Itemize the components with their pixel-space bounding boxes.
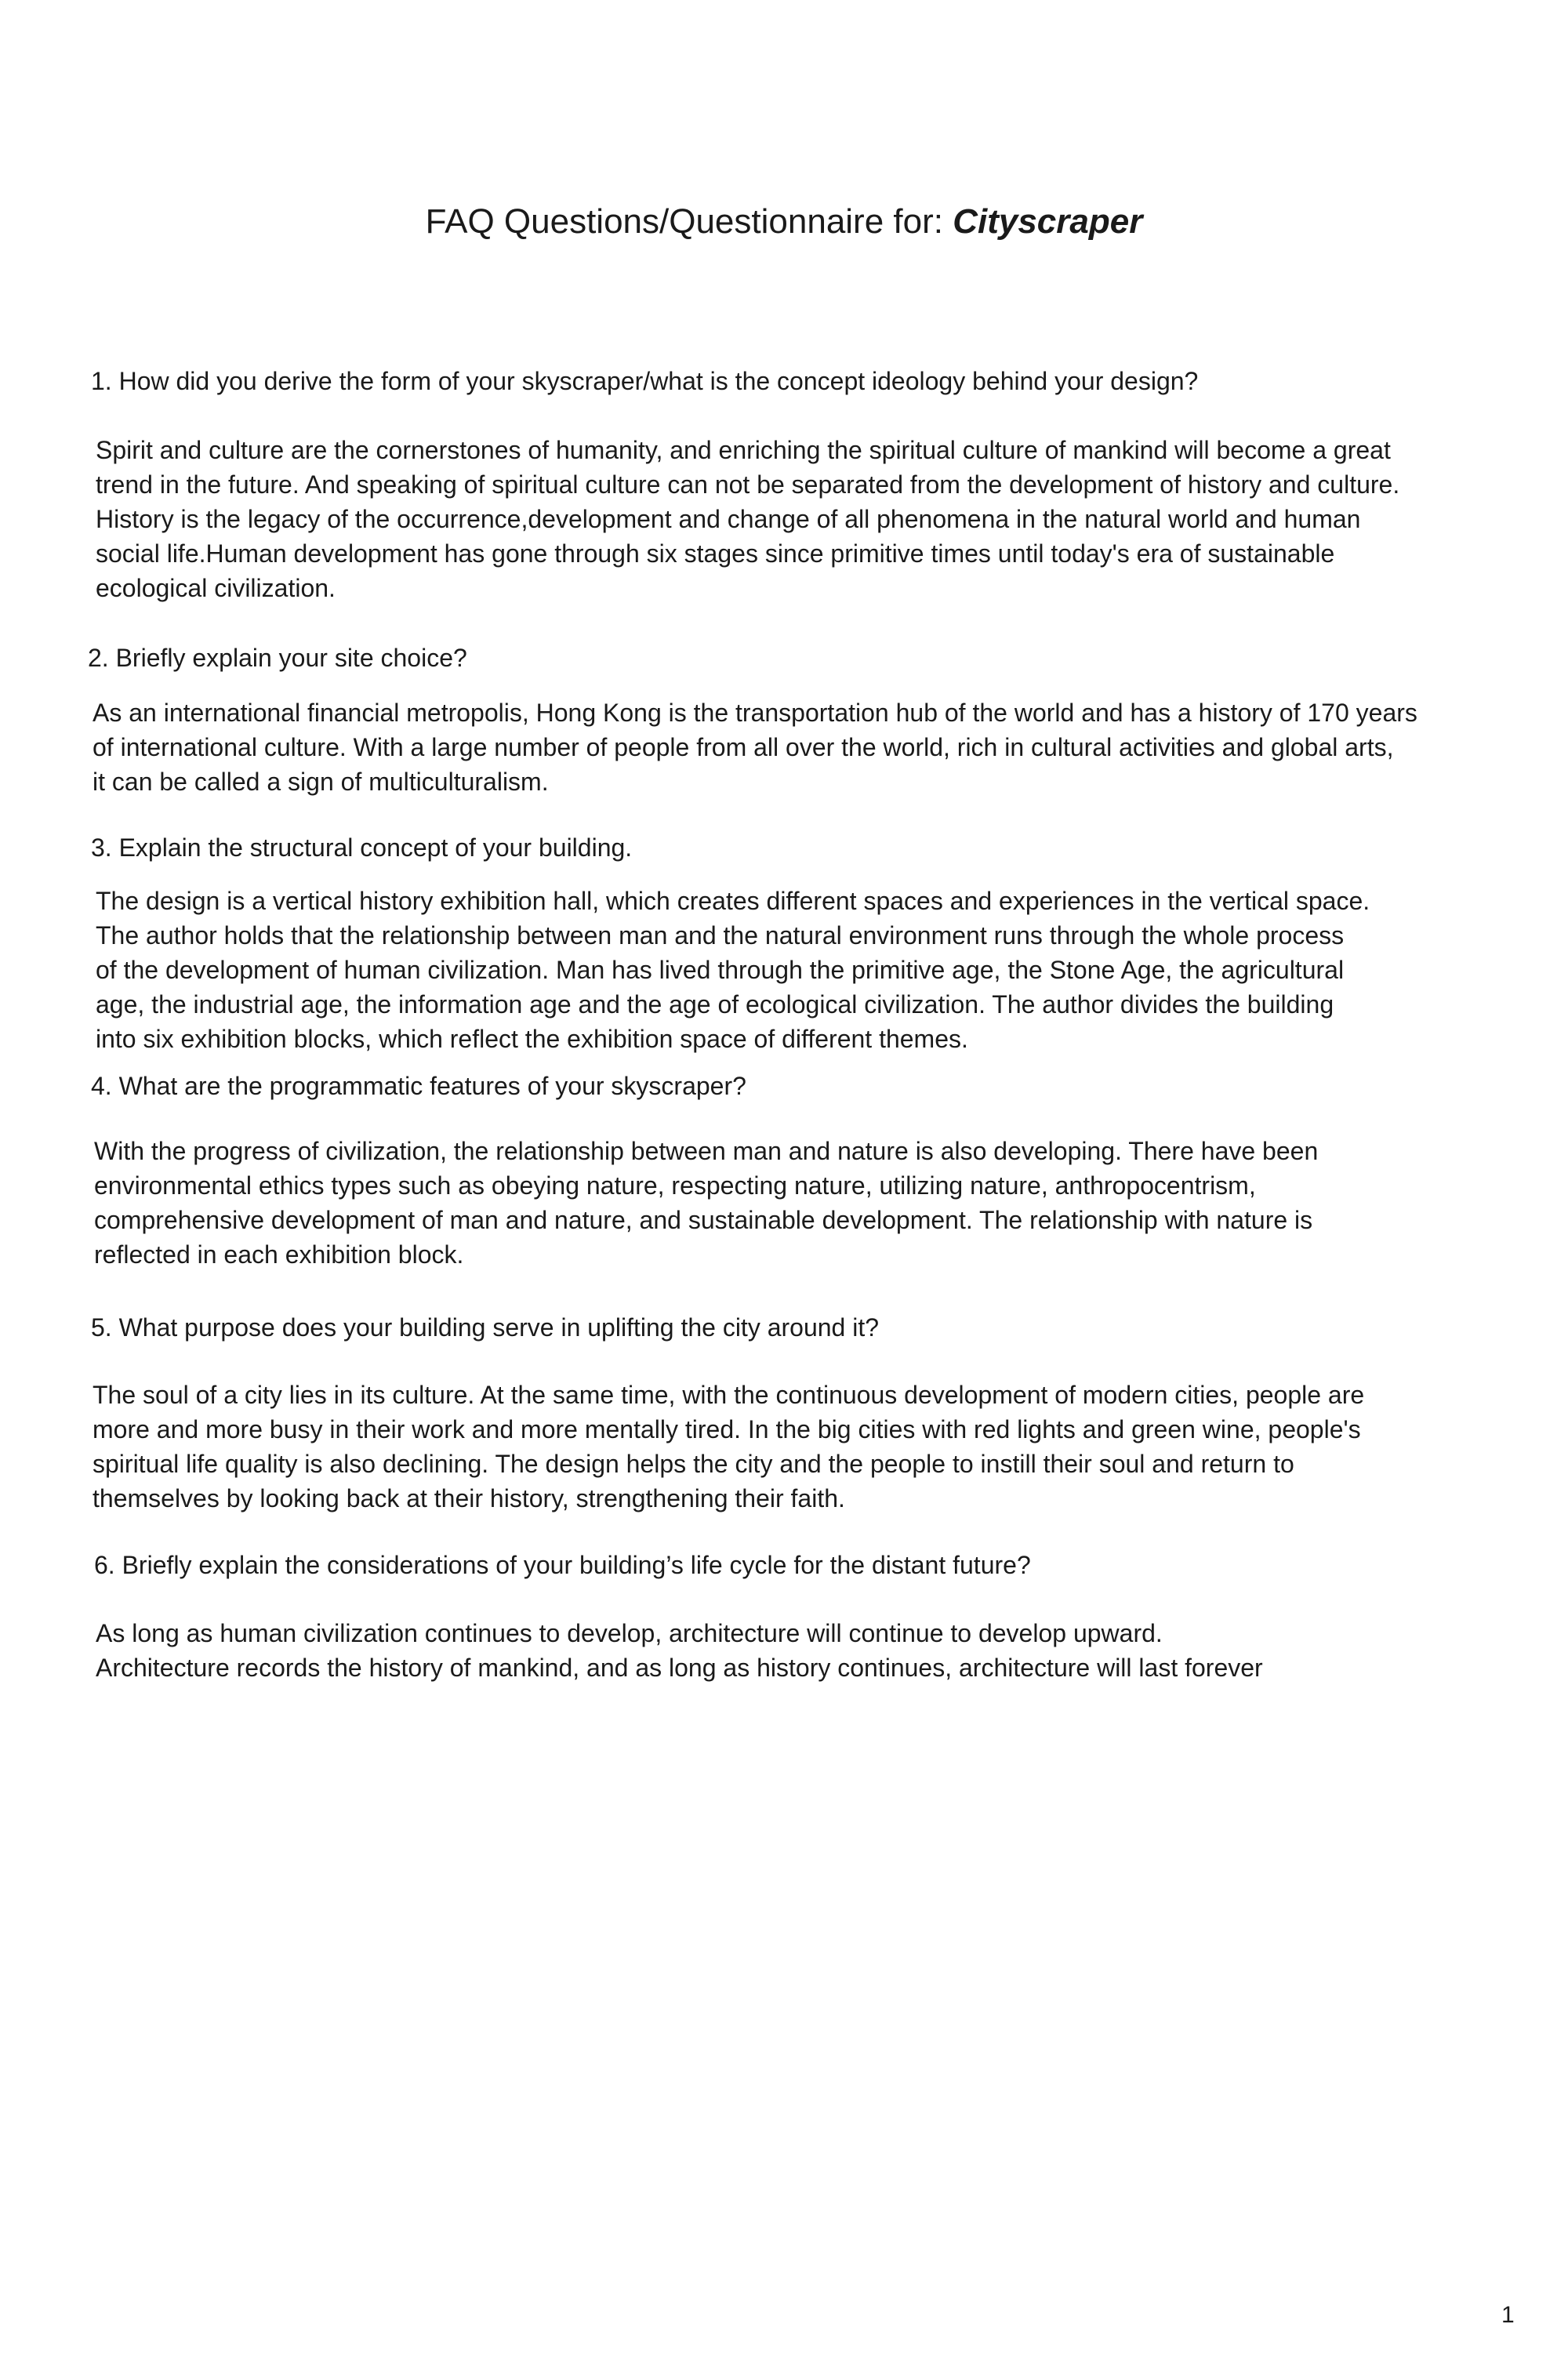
answer-4-line-2: environmental ethics types such as obeying nature, respecting nature, utilizing nature, anthropocentrism, (94, 1171, 1256, 1200)
answer-1 (96, 433, 1399, 605)
page-number: 1 (1501, 2302, 1515, 2328)
title-project-name: Cityscraper (953, 202, 1143, 241)
question-1: 1. How did you derive the form of your skyscraper/what is the concept ideology behind your design? (91, 367, 1199, 395)
answer-1-line-5: ecological civilization. (96, 574, 336, 602)
answer-3 (96, 884, 1370, 1056)
answer-4-line-1: With the progress of civilization, the relationship between man and nature is also developing. There have been (94, 1137, 1319, 1165)
answer-2-line-3: it can be called a sign of multiculturalism. (93, 768, 549, 796)
answer-1-line-4: social life.Human development has gone through six stages since primitive times until today's era of sustainable (96, 539, 1335, 568)
answer-5-line-2: more and more busy in their work and more mentally tired. In the big cities with red lights and green wine, people's (93, 1415, 1361, 1443)
answer-1-line-1: Spirit and culture are the cornerstones of humanity, and enriching the spiritual culture of mankind will become a great (96, 436, 1391, 464)
answer-4-line-4: reflected in each exhibition block. (94, 1240, 464, 1269)
answer-3-line-3: of the development of human civilization. Man has lived through the primitive age, the Stone Age, the agricultural (96, 956, 1345, 984)
question-3: 3. Explain the structural concept of your building. (91, 833, 633, 862)
answer-1-line-2: trend in the future. And speaking of spiritual culture can not be separated from the development of history and culture. (96, 470, 1400, 499)
answer-2-line-1: As an international financial metropolis, Hong Kong is the transportation hub of the world and has a history of 170 years (93, 699, 1417, 727)
answer-6 (96, 1616, 1263, 1685)
answer-1-line-3: History is the legacy of the occurrence,development and change of all phenomena in the natural world and human (96, 505, 1361, 533)
answer-5 (93, 1378, 1364, 1516)
question-4: 4. What are the programmatic features of your skyscraper? (91, 1072, 746, 1100)
answer-2 (93, 695, 1417, 799)
answer-6-line-2: Architecture records the history of mankind, and as long as history continues, architecture will last forever (96, 1654, 1263, 1682)
answer-5-line-3: spiritual life quality is also declining. The design helps the city and the people to instill their soul and return to (93, 1450, 1294, 1478)
answer-6-line-1: As long as human civilization continues to develop, architecture will continue to develop upward. (96, 1619, 1163, 1647)
title-prefix: FAQ Questions/Questionnaire for: (425, 202, 953, 241)
answer-3-line-5: into six exhibition blocks, which reflect the exhibition space of different themes. (96, 1025, 968, 1053)
answer-2-line-2: of international culture. With a large number of people from all over the world, rich in cultural activities and global arts, (93, 733, 1394, 761)
question-2: 2. Briefly explain your site choice? (88, 644, 467, 672)
answer-3-line-2: The author holds that the relationship between man and the natural environment runs through the whole process (96, 921, 1345, 950)
answer-4-line-3: comprehensive development of man and nature, and sustainable development. The relationship with nature is (94, 1206, 1313, 1234)
answer-3-line-1: The design is a vertical history exhibition hall, which creates different spaces and experiences in the vertical space. (96, 887, 1370, 915)
answer-4 (94, 1134, 1318, 1272)
answer-3-line-4: age, the industrial age, the information age and the age of ecological civilization. The author divides the building (96, 990, 1334, 1019)
answer-5-line-4: themselves by looking back at their history, strengthening their faith. (93, 1484, 845, 1512)
question-5: 5. What purpose does your building serve in uplifting the city around it? (91, 1313, 880, 1342)
page-title (0, 200, 1568, 244)
question-6: 6. Briefly explain the considerations of your building’s life cycle for the distant future? (94, 1551, 1031, 1579)
answer-5-line-1: The soul of a city lies in its culture. At the same time, with the continuous development of modern cities, people are (93, 1381, 1365, 1409)
